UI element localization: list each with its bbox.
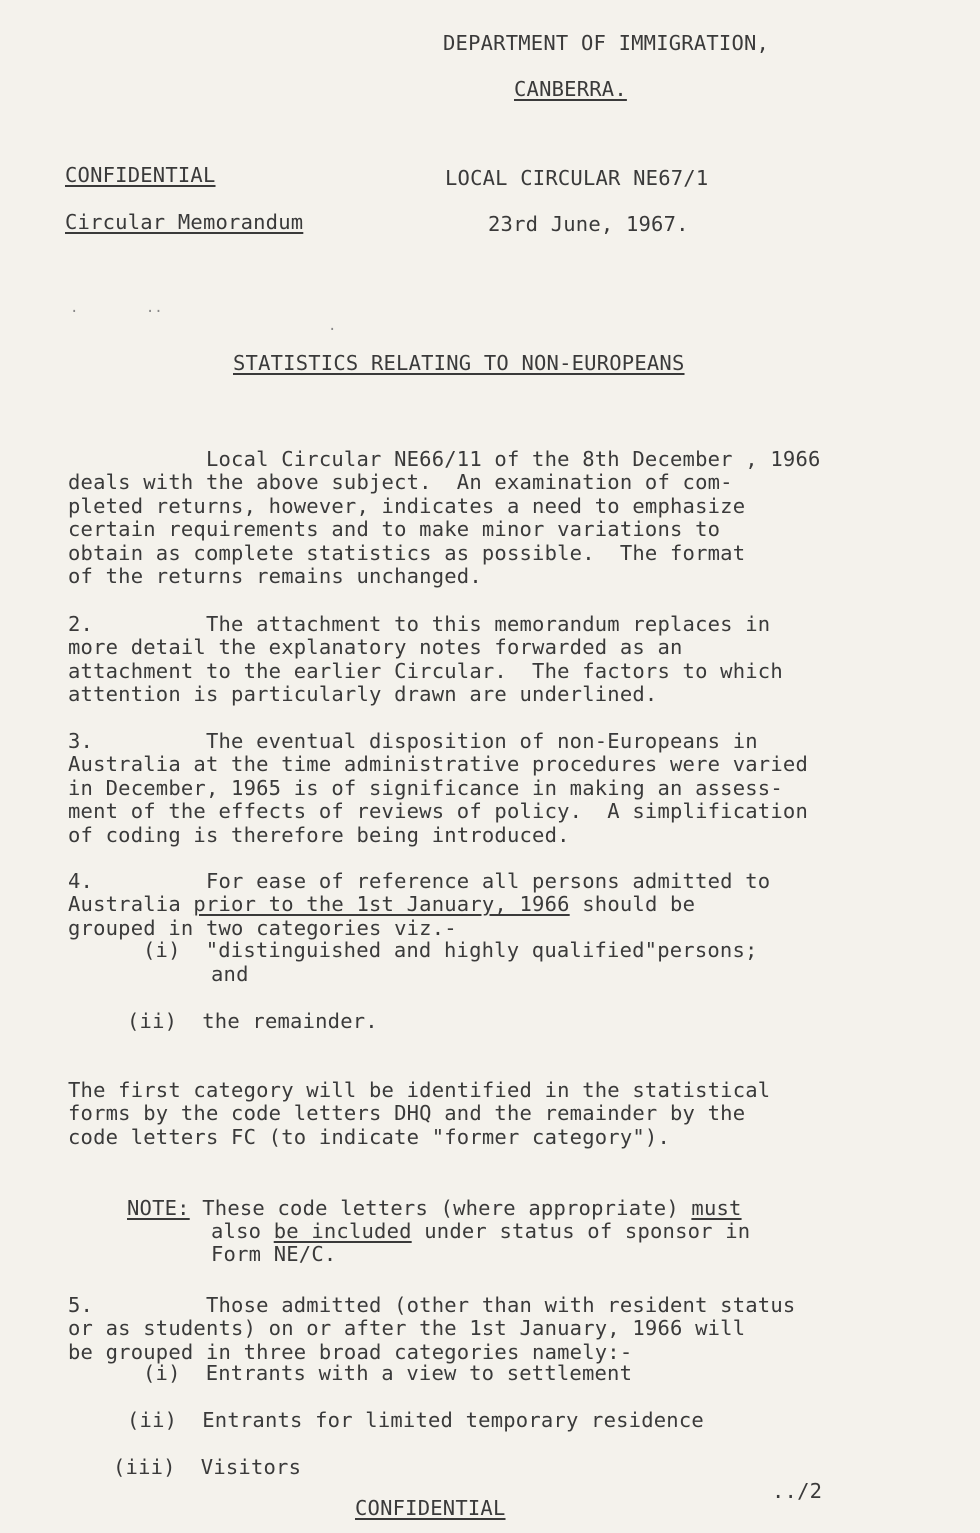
footer-classification: CONFIDENTIAL — [355, 1496, 506, 1520]
list-item-i-cont: and — [211, 962, 249, 986]
paragraph-1-line: deals with the above subject. An examination of com- — [68, 470, 733, 494]
paragraph-1 — [68, 424, 821, 612]
paragraph-1-line: obtain as complete statistics as possible. The format — [68, 540, 746, 565]
paragraph-4-after — [68, 1055, 770, 1173]
classification-label: CONFIDENTIAL — [65, 163, 216, 187]
paragraph-4-line: 4. For ease of reference all persons admitted to — [68, 868, 771, 893]
text-run: also — [211, 1218, 274, 1243]
department-name: DEPARTMENT OF IMMIGRATION, — [443, 31, 770, 55]
note-label: NOTE: — [127, 1195, 190, 1220]
memo-date: 23rd June, 1967. — [488, 212, 689, 236]
page-continuation: ../2 — [772, 1479, 823, 1503]
text-run: These code letters (where appropriate) — [189, 1195, 692, 1220]
circular-number: LOCAL CIRCULAR NE67/1 — [445, 166, 709, 190]
paragraph-2-line: 2. The attachment to this memorandum replaces in — [68, 611, 771, 636]
text-run: under status of sponsor in — [411, 1218, 751, 1243]
paragraph-1-line: of the returns remains unchanged. — [68, 564, 482, 588]
paragraph-4-line: grouped in two categories viz.- — [68, 915, 457, 940]
underlined-word: must — [691, 1195, 742, 1220]
paragraph-3-line: of coding is therefore being introduced. — [68, 822, 570, 847]
stray-marks: . .. — [70, 300, 163, 316]
paragraph-2-line: more detail the explanatory notes forwarded as an — [68, 635, 683, 659]
paragraph-3-line: ment of the effects of reviews of policy. A simplification — [68, 799, 808, 823]
paragraph-1-line: pleted returns, however, indicates a need to emphasize — [68, 493, 746, 518]
underlined-date: prior to the 1st January, 1966 — [193, 892, 570, 916]
paragraph-line: forms by the code letters DHQ and the remainder by the — [68, 1101, 746, 1125]
category-item-ii: (ii) Entrants for limited temporary residence — [127, 1408, 704, 1432]
text-run: should be — [569, 892, 696, 916]
note-line — [211, 1220, 750, 1244]
list-item-ii: (ii) the remainder. — [127, 1009, 378, 1033]
paragraph-3-line: in December, 1965 is of significance in making an assess- — [68, 775, 783, 800]
paragraph-2-line: attachment to the earlier Circular. The factors to which — [68, 658, 783, 683]
document-title: STATISTICS RELATING TO NON-EUROPEANS — [233, 351, 685, 375]
category-item-i: (i) Entrants with a view to settlement — [143, 1361, 633, 1385]
text-run: Australia — [68, 892, 194, 916]
memo-type: Circular Memorandum — [65, 210, 304, 234]
stray-mark: . — [328, 318, 337, 334]
paragraph-line: The first category will be identified in the statistical — [68, 1077, 771, 1102]
paragraph-3-line: Australia at the time administrative procedures were varied — [68, 752, 808, 776]
note-line: Form NE/C. — [211, 1242, 337, 1266]
paragraph-line: code letters FC (to indicate "former category"). — [68, 1124, 671, 1149]
paragraph-5-line: 5. Those admitted (other than with resident status — [68, 1292, 796, 1317]
paragraph-1-line: Local Circular NE66/11 of the 8th December , 1966 — [68, 446, 821, 471]
paragraph-4-line — [68, 893, 770, 917]
underlined-phrase: be included — [273, 1218, 412, 1243]
paragraph-5-line: or as students) on or after the 1st January, 1966 will — [68, 1316, 746, 1340]
list-item-i: (i) "distinguished and highly qualified"persons; — [143, 938, 758, 962]
paragraph-5-line: be grouped in three broad categories namely:- — [68, 1339, 633, 1364]
paragraph-1-line: certain requirements and to make minor variations to — [68, 517, 721, 541]
paragraph-2-line: attention is particularly drawn are underlined. — [68, 682, 658, 706]
paragraph-3-line: 3. The eventual disposition of non-Europeans in — [68, 728, 758, 753]
category-item-iii: (iii) Visitors — [113, 1455, 302, 1479]
city-name: CANBERRA. — [514, 77, 627, 101]
